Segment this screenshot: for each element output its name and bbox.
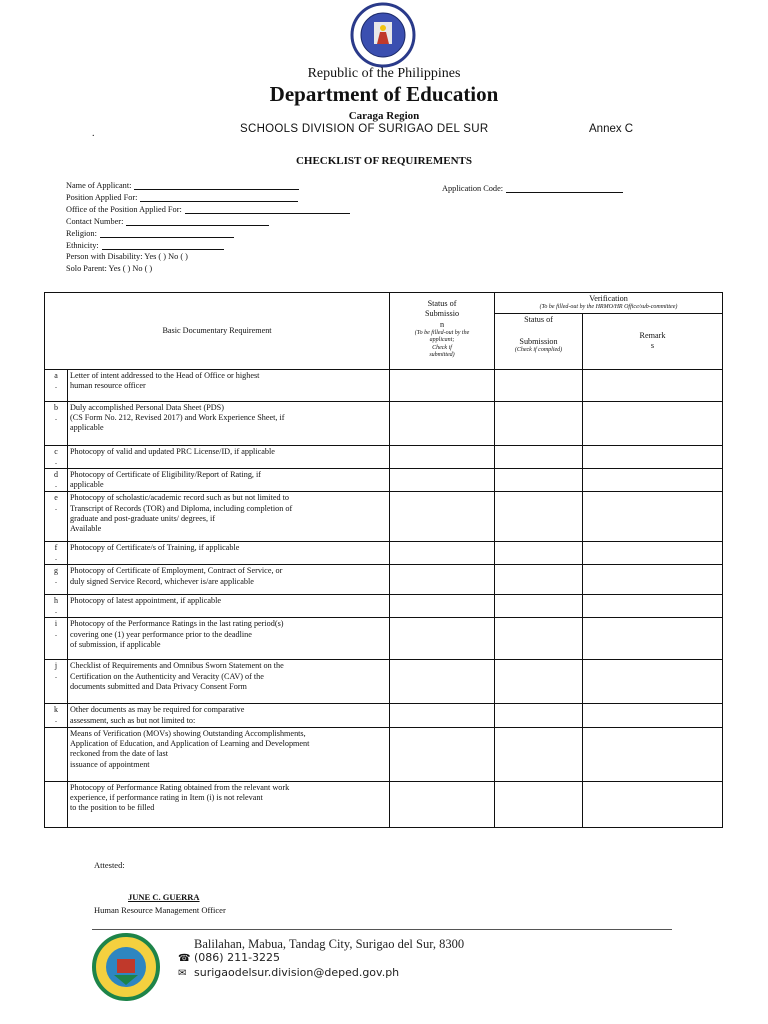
verif-submission-line: Submission bbox=[519, 337, 558, 346]
verif-check-note: (Check if complied) bbox=[514, 347, 563, 354]
office-label: Office of the Position Applied For: bbox=[66, 205, 182, 214]
verification-check-cell[interactable] bbox=[495, 542, 583, 565]
applicant-check-cell[interactable] bbox=[390, 660, 495, 704]
attested-label: Attested: bbox=[94, 860, 125, 870]
application-code-field[interactable] bbox=[442, 183, 623, 193]
row-requirement: Photocopy of Certificate of Employment, Contract of Service, or duly signed Service Record, whichever is/are applicable bbox=[68, 565, 390, 595]
region-heading: Caraga Region bbox=[348, 110, 420, 122]
email-icon: ✉ bbox=[178, 968, 187, 979]
signatory-name: JUNE C. GUERRA bbox=[128, 892, 200, 902]
remarks-cell[interactable] bbox=[583, 595, 723, 618]
footer-divider bbox=[92, 929, 672, 930]
remarks-cell[interactable] bbox=[583, 542, 723, 565]
remarks-cell[interactable] bbox=[583, 445, 723, 468]
table-row bbox=[45, 595, 723, 618]
table-row bbox=[45, 542, 723, 565]
applicant-check-cell[interactable] bbox=[390, 618, 495, 660]
religion-field[interactable] bbox=[66, 228, 234, 238]
remarks-cell[interactable] bbox=[583, 565, 723, 595]
verification-check-cell[interactable] bbox=[495, 445, 583, 468]
row-letter: f . bbox=[45, 542, 68, 565]
pwd-field[interactable]: Person with Disability: Yes ( ) No ( ) bbox=[66, 252, 188, 261]
row-letter: i . bbox=[45, 618, 68, 660]
verification-check-cell[interactable] bbox=[495, 727, 583, 781]
app-code-label: Application Code: bbox=[442, 184, 504, 193]
row-letter: g . bbox=[45, 565, 68, 595]
verification-check-cell[interactable] bbox=[495, 618, 583, 660]
applicant-check-cell[interactable] bbox=[390, 468, 495, 492]
status-line-2: Submissio bbox=[424, 309, 460, 319]
verif-status-line: Status of bbox=[524, 314, 553, 324]
row-requirement: Photocopy of latest appointment, if applicable bbox=[68, 595, 390, 618]
row-letter: h . bbox=[45, 595, 68, 618]
remarks-line-2: s bbox=[650, 341, 655, 351]
row-letter bbox=[45, 781, 68, 827]
row-letter bbox=[45, 727, 68, 781]
stray-dot: . bbox=[92, 128, 95, 139]
requirements-table bbox=[44, 292, 723, 828]
contact-label: Contact Number: bbox=[66, 217, 124, 226]
verification-check-cell[interactable] bbox=[495, 781, 583, 827]
row-letter: j . bbox=[45, 660, 68, 704]
remarks-cell[interactable] bbox=[583, 781, 723, 827]
page-title: CHECKLIST OF REQUIREMENTS bbox=[295, 155, 473, 167]
religion-label: Religion: bbox=[66, 229, 97, 238]
row-letter: c . bbox=[45, 445, 68, 468]
republic-heading: Republic of the Philippines bbox=[307, 66, 461, 81]
signatory-role: Human Resource Management Officer bbox=[94, 905, 226, 915]
remarks-cell[interactable] bbox=[583, 727, 723, 781]
phone-icon: ☎ bbox=[178, 953, 191, 964]
row-letter: b . bbox=[45, 401, 68, 445]
table-row bbox=[45, 565, 723, 595]
verification-header bbox=[495, 293, 723, 314]
remarks-cell[interactable] bbox=[583, 492, 723, 542]
contact-field[interactable] bbox=[66, 216, 269, 226]
table-row bbox=[45, 369, 723, 401]
status-note-2: applicant; bbox=[429, 337, 455, 344]
ethnicity-line bbox=[102, 240, 224, 250]
remarks-header bbox=[583, 313, 723, 369]
ethnicity-field[interactable] bbox=[66, 240, 224, 250]
name-line bbox=[134, 180, 299, 190]
remarks-cell[interactable] bbox=[583, 468, 723, 492]
remarks-cell[interactable] bbox=[583, 401, 723, 445]
verification-check-cell[interactable] bbox=[495, 660, 583, 704]
applicant-check-cell[interactable] bbox=[390, 369, 495, 401]
remarks-cell[interactable] bbox=[583, 704, 723, 728]
applicant-check-cell[interactable] bbox=[390, 595, 495, 618]
verification-label: Verification bbox=[589, 294, 628, 303]
status-line-1: Status of bbox=[427, 299, 457, 308]
row-requirement: Other documents as may be required for comparative assessment, such as but not limited to: bbox=[68, 704, 390, 728]
footer-address: Balilahan, Mabua, Tandag City, Surigao del Sur, 8300 bbox=[194, 937, 465, 951]
row-letter: e . bbox=[45, 492, 68, 542]
footer-email[interactable]: surigaodelsur.division@deped.gov.ph bbox=[194, 966, 400, 979]
basic-req-header: Basic Documentary Requirement bbox=[45, 293, 390, 370]
status-note-1: (To be filled-out by the bbox=[414, 329, 470, 336]
row-letter: k . bbox=[45, 704, 68, 728]
division-logo-icon bbox=[92, 933, 160, 1001]
verification-check-cell[interactable] bbox=[495, 492, 583, 542]
table-row bbox=[45, 618, 723, 660]
status-note-4: submitted) bbox=[429, 352, 455, 359]
position-line bbox=[140, 192, 298, 202]
ethnicity-label: Ethnicity: bbox=[66, 241, 99, 250]
applicant-check-cell[interactable] bbox=[390, 542, 495, 565]
office-line bbox=[185, 204, 350, 214]
applicant-check-cell[interactable] bbox=[390, 727, 495, 781]
applicant-check-cell[interactable] bbox=[390, 445, 495, 468]
row-requirement: Photocopy of the Performance Ratings in the last rating period(s) covering one (1) year performance prior to the deadline of submission, if applicable bbox=[68, 618, 390, 660]
office-field[interactable] bbox=[66, 204, 350, 214]
applicant-status-header bbox=[390, 293, 495, 370]
row-letter: d . bbox=[45, 468, 68, 492]
table-row bbox=[45, 492, 723, 542]
religion-line bbox=[100, 228, 234, 238]
solo-parent-field[interactable]: Solo Parent: Yes ( ) No ( ) bbox=[66, 264, 153, 273]
verification-note: (To be filled-out by the HRMO/HR Office/sub-committee) bbox=[539, 304, 678, 311]
remarks-cell[interactable] bbox=[583, 369, 723, 401]
name-field[interactable] bbox=[66, 180, 299, 190]
table-row bbox=[45, 781, 723, 827]
remarks-cell[interactable] bbox=[583, 660, 723, 704]
verification-check-cell[interactable] bbox=[495, 401, 583, 445]
row-letter: a . bbox=[45, 369, 68, 401]
status-note-3: Check if bbox=[432, 344, 452, 351]
verif-status-header bbox=[495, 313, 583, 369]
applicant-check-cell[interactable] bbox=[390, 492, 495, 542]
row-requirement: Photocopy of Certificate of Eligibility/Report of Rating, if applicable bbox=[68, 468, 390, 492]
row-requirement: Photocopy of Performance Rating obtained from the relevant work experience, if performance rating in Item (i) is not relevant to the position to be filled bbox=[68, 781, 390, 827]
table-row bbox=[45, 660, 723, 704]
remarks-line-1: Remark bbox=[639, 331, 666, 340]
annex-label: Annex C bbox=[589, 123, 634, 135]
applicant-check-cell[interactable] bbox=[390, 565, 495, 595]
verification-check-cell[interactable] bbox=[495, 369, 583, 401]
row-requirement: Duly accomplished Personal Data Sheet (PDS) (CS Form No. 212, Revised 2017) and Work Experience Sheet, if applicable bbox=[68, 401, 390, 445]
table-row bbox=[45, 468, 723, 492]
remarks-cell[interactable] bbox=[583, 618, 723, 660]
deped-seal-icon bbox=[350, 2, 416, 68]
status-line-3: n bbox=[439, 319, 445, 329]
row-requirement: Letter of intent addressed to the Head of Office or highest human resource officer bbox=[68, 369, 390, 401]
row-requirement: Photocopy of Certificate/s of Training, if applicable bbox=[68, 542, 390, 565]
position-label: Position Applied For: bbox=[66, 193, 138, 202]
contact-line bbox=[126, 216, 269, 226]
department-heading: Department of Education bbox=[269, 82, 499, 106]
verification-check-cell[interactable] bbox=[495, 595, 583, 618]
table-row bbox=[45, 727, 723, 781]
app-code-line bbox=[506, 183, 623, 193]
verification-check-cell[interactable] bbox=[495, 565, 583, 595]
verification-check-cell[interactable] bbox=[495, 468, 583, 492]
table-row bbox=[45, 445, 723, 468]
table-row bbox=[45, 401, 723, 445]
verification-check-cell[interactable] bbox=[495, 704, 583, 728]
name-label: Name of Applicant: bbox=[66, 181, 132, 190]
applicant-check-cell[interactable] bbox=[390, 781, 495, 827]
row-requirement: Photocopy of scholastic/academic record such as but not limited to Transcript of Records (TOR) and Diploma, including completion of graduate and post-graduate units/ degrees, if Available bbox=[68, 492, 390, 542]
row-requirement: Photocopy of valid and updated PRC License/ID, if applicable bbox=[68, 445, 390, 468]
applicant-check-cell[interactable] bbox=[390, 704, 495, 728]
row-requirement: Checklist of Requirements and Omnibus Sworn Statement on the Certification on the Authenticity and Veracity (CAV) of the documents submitted and Data Privacy Consent Form bbox=[68, 660, 390, 704]
position-field[interactable] bbox=[66, 192, 298, 202]
applicant-check-cell[interactable] bbox=[390, 401, 495, 445]
division-heading: SCHOOLS DIVISION OF SURIGAO DEL SUR bbox=[240, 123, 489, 135]
footer-phone[interactable]: (086) 211-3225 bbox=[194, 951, 281, 964]
table-row bbox=[45, 704, 723, 728]
row-requirement: Means of Verification (MOVs) showing Outstanding Accomplishments, Application of Education, and Application of Learning and Development reckoned from the date of last issuance of appointment bbox=[68, 727, 390, 781]
